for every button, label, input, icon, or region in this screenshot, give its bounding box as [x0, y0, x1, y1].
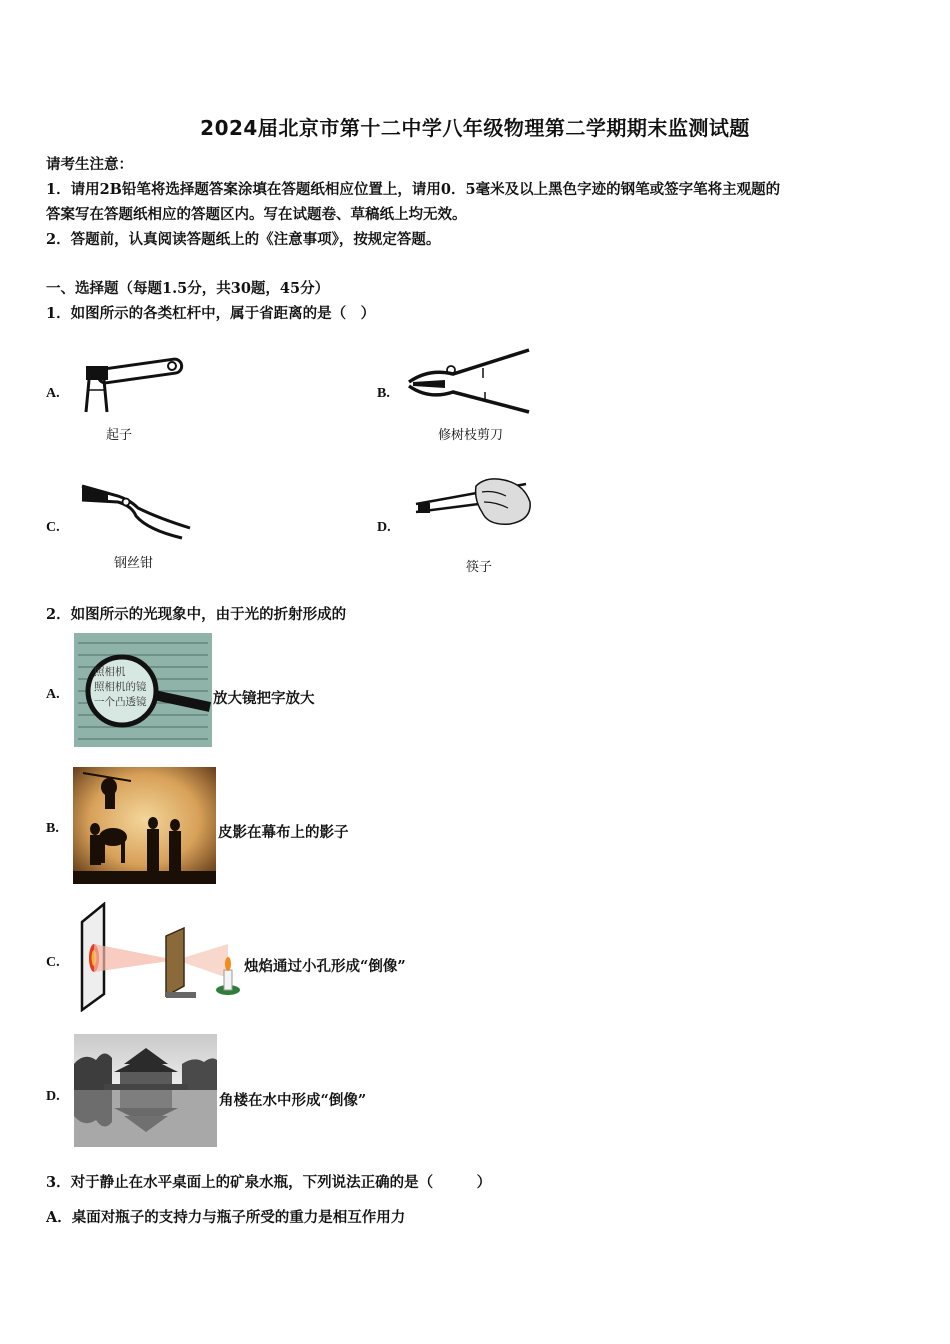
pliers-icon	[78, 478, 196, 544]
pruning-shears-icon	[405, 346, 535, 418]
notice-item-1-line-2: 答案写在答题纸相应的答题区内。写在试题卷、草稿纸上均无效。	[46, 206, 467, 223]
notice-item-2: 2．答题前，认真阅读答题纸上的《注意事项》，按规定答题。	[46, 231, 441, 248]
q2-option-a-text: 放大镜把字放大	[213, 690, 315, 707]
bottle-opener-icon	[80, 350, 190, 420]
q3-option-a: A．桌面对瓶子的支持力与瓶子所受的重力是相互作用力	[46, 1209, 406, 1226]
q2-option-d-letter: D.	[46, 1089, 60, 1104]
question-3-stem: 3．对于静止在水平桌面上的矿泉水瓶，下列说法正确的是（ ）	[46, 1174, 492, 1191]
q2-option-b-letter: B.	[46, 821, 59, 836]
page-title: 2024届北京市第十二中学八年级物理第二学期期末监测试题	[200, 116, 750, 140]
notice-item-1-line-1: 1．请用2B铅笔将选择题答案涂填在答题纸相应位置上，请用0．5毫米及以上黑色字迹的钢笔或签字笔将主观题的	[46, 181, 781, 198]
shadow-puppet-photo	[73, 767, 216, 884]
q2-option-b-text: 皮影在幕布上的影子	[218, 824, 349, 841]
corner-tower-photo	[74, 1034, 217, 1147]
q2-option-c-letter: C.	[46, 955, 60, 970]
chopsticks-icon	[410, 472, 538, 532]
magnifier-text-line-3: 一个凸透镜	[94, 696, 147, 708]
section-heading: 一、选择题（每题1.5分，共30题，45分）	[46, 280, 330, 297]
pinhole-camera-diagram	[78, 902, 244, 1012]
magnifier-text-line-2: 照相机的镜	[94, 681, 147, 693]
q2-option-c-text: 烛焰通过小孔形成“倒像”	[244, 958, 406, 975]
q1-option-b-letter: B.	[377, 386, 390, 401]
q1-option-d-caption: 筷子	[466, 560, 493, 575]
q1-option-c-caption: 钢丝钳	[114, 556, 154, 571]
question-2-stem: 2．如图所示的光现象中，由于光的折射形成的	[46, 606, 347, 623]
magnifier-text-line-1: 照相机	[94, 666, 126, 678]
notice-heading: 请考生注意：	[46, 156, 133, 173]
magnifier-photo	[74, 633, 212, 747]
q1-option-a-caption: 起子	[106, 428, 133, 443]
q1-option-a-letter: A.	[46, 386, 60, 401]
question-1-stem: 1．如图所示的各类杠杆中，属于省距离的是（ ）	[46, 305, 376, 322]
q1-option-c-letter: C.	[46, 520, 60, 535]
q1-option-b-caption: 修树枝剪刀	[438, 428, 504, 443]
q2-option-d-text: 角楼在水中形成“倒像”	[219, 1092, 367, 1109]
q2-option-a-letter: A.	[46, 687, 60, 702]
q1-option-d-letter: D.	[377, 520, 391, 535]
